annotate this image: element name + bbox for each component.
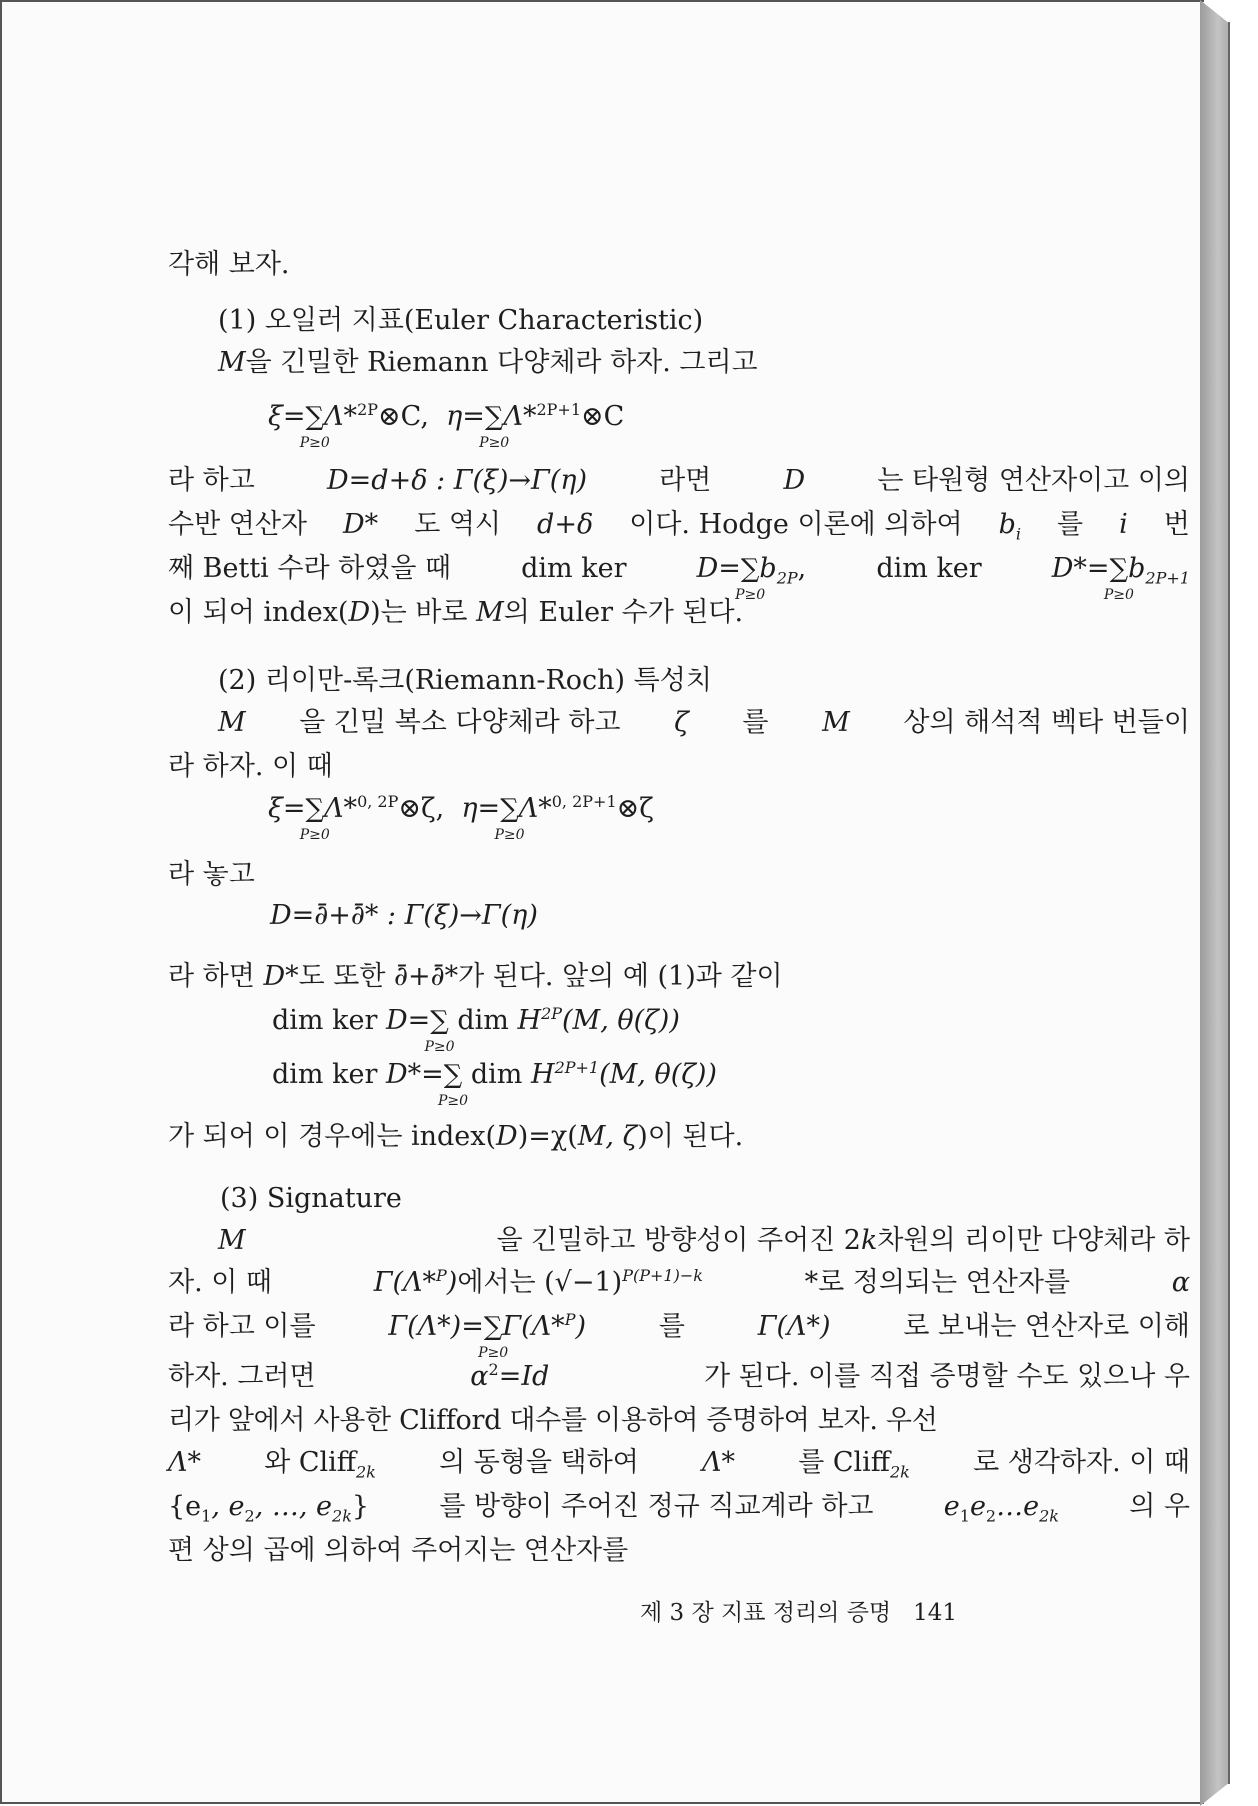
text-line: {$e_1$, $e_2$, …, $e_{2k}$} 를 방향이 주어진 정규 직교계라 하고 $e_1e_2\dots e_{2k}$ 의 우 [168,1491,1190,1526]
equation: D=∂̄+∂̄* : Γ(ξ)→Γ(η) [270,900,538,931]
text-line: 자. 이 때 Γ(Λ*$^P$)에서는 $(√-1)^{P(P+1)-k}$ *로 정의되는 연산자를 α [168,1266,1190,1298]
page-number: 141 [913,1600,957,1626]
text-line: 라 하고 이를 Γ(Λ*)=∑ P≥0 Γ(Λ*$^P$) 를 Γ(Λ*) 로 보내는 연산자로 이해 [168,1310,1190,1361]
section-heading: (2) 리이만-록크(Riemann-Roch) 특성치 [218,665,712,696]
text-line: 라 하자. 이 때 [168,751,333,782]
text-line: 편 상의 곱에 의하여 주어지는 연산자를 [168,1535,629,1566]
text-line: 이 되어 index(D)는 바로 M의 Euler 수가 된다. [168,597,744,628]
page-edge-shadow [1200,0,1230,1806]
equation: dim ker D=∑ P≥0 dim $H^{2P}(M$, θ(ζ)) [272,1004,680,1055]
text-line: 리가 앞에서 사용한 Clifford 대수를 이용하여 증명하여 보자. 우선 [168,1405,938,1436]
text-line: 라 하고 D=d+δ : Γ(ξ)→Γ(η) 라면 D 는 타원형 연산자이고 이의 [168,465,1190,496]
equation: ξ=∑ P≥0 Λ*$^{0, 2P}$⊗ζ, η=∑ P≥0 Λ*$^{0, 2P+1}$⊗ζ [268,792,654,843]
text-line: 째 Betti 수라 하였을 때 dim ker D=∑ P≥0 $b_{2P}$, dim ker D*=∑ P≥0 $b_{2P+1}$ [168,553,1190,603]
section-heading: (3) Signature [220,1183,402,1214]
running-footer [640,1596,957,1630]
text-line: M 을 긴밀하고 방향성이 주어진 2k차원의 리이만 다양체라 하 [218,1225,1190,1256]
text-line: 라 놓고 [168,859,255,890]
text-line: 가 되어 이 경우에는 index(D)=χ(M, ζ)이 된다. [168,1121,744,1152]
text-line: 하자. 그러면 $\alpha^2=Id$ 가 된다. 이를 직접 증명할 수도 있으나 우 [168,1360,1190,1392]
text-line: 라 하면 D*도 또한 ∂̄+∂̄*가 된다. 앞의 예 (1)과 같이 [168,961,783,992]
equation: ξ=∑ P≥0 Λ*$^{2P}$⊗C, η=∑ P≥0 Λ*$^{2P+1}$⊗C [268,400,625,451]
text-line: M을 긴밀한 Riemann 다양체라 하자. 그리고 [218,347,758,378]
equation: dim ker D*=∑ P≥0 dim $H^{2P+1}(M$, θ(ζ)) [272,1058,717,1109]
chapter-title: 제 3 장 지표 정리의 증명 [640,1600,892,1626]
text-line: M 을 긴밀 복소 다양체라 하고 ζ 를 M 상의 해석적 벡타 번들이 [218,707,1190,738]
page-edge-line [1228,22,1230,1784]
section-heading: (1) 오일러 지표(Euler Characteristic) [218,305,704,336]
text-line: Λ* 와 Cliff$_{2k}$ 의 동형을 택하여 Λ* 를 Cliff$_{2k}$ 로 생각하자. 이 때 [168,1447,1190,1482]
text-line: 각해 보자. [168,249,290,280]
text-line: 수반 연산자 D* 도 역시 d+δ 이다. Hodge 이론에 의하여 $b_i$ 를 i 번 [168,509,1190,544]
